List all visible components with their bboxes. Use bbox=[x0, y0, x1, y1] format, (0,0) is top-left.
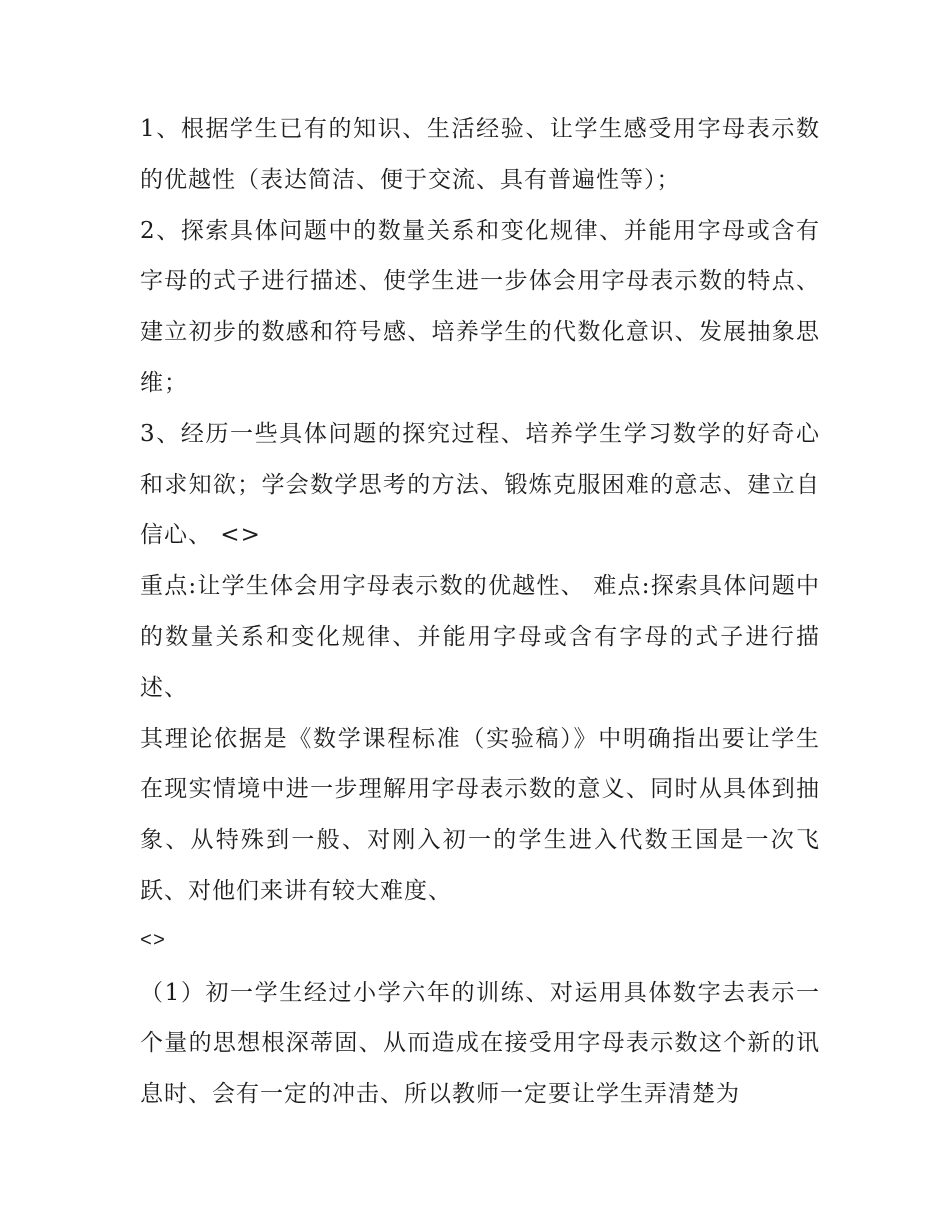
paragraph-objective-3: 3、经历一些具体问题的探究过程、培养学生学习数学的好奇心和求知欲；学会数学思考的方法、锻炼克服困难的意志、建立自信心、 <> bbox=[140, 420, 820, 549]
paragraph-objective-2: 2、探索具体问题中的数量关系和变化规律、并能用字母或含有字母的式子进行描述、使学生进一步体会用字母表示数的特点、建立初步的数感和符号感、培养学生的代数化意识、发展抽象思维； bbox=[140, 217, 820, 396]
paragraph-key-points: 重点:让学生体会用字母表示数的优越性、 难点:探索具体问题中的数量关系和变化规律、并能用字母或含有字母的式子进行描述、 bbox=[140, 573, 820, 701]
paragraph-theory-basis: 其理论依据是《数学课程标准（实验稿）》中明确指出要让学生在现实情境中进一步理解用字母表示数的意义、同时从具体到抽象、从特殊到一般、对刚入初一的学生进入代数王国是一次飞跃、对他们来讲有较大难度、 bbox=[140, 725, 820, 904]
document-body bbox=[140, 104, 820, 1120]
paragraph-objective-1: 1、根据学生已有的知识、生活经验、让学生感受用字母表示数的优越性（表达简洁、便于交流、具有普遍性等）； bbox=[140, 116, 820, 193]
paragraph-analysis-1: （1）初一学生经过小学六年的训练、对运用具体数字去表示一个量的思想根深蒂固、从而造成在接受用字母表示数这个新的讯息时、会有一定的冲击、所以教师一定要让学生弄清楚为 bbox=[140, 979, 820, 1108]
paragraph-marker: <> bbox=[140, 929, 167, 953]
